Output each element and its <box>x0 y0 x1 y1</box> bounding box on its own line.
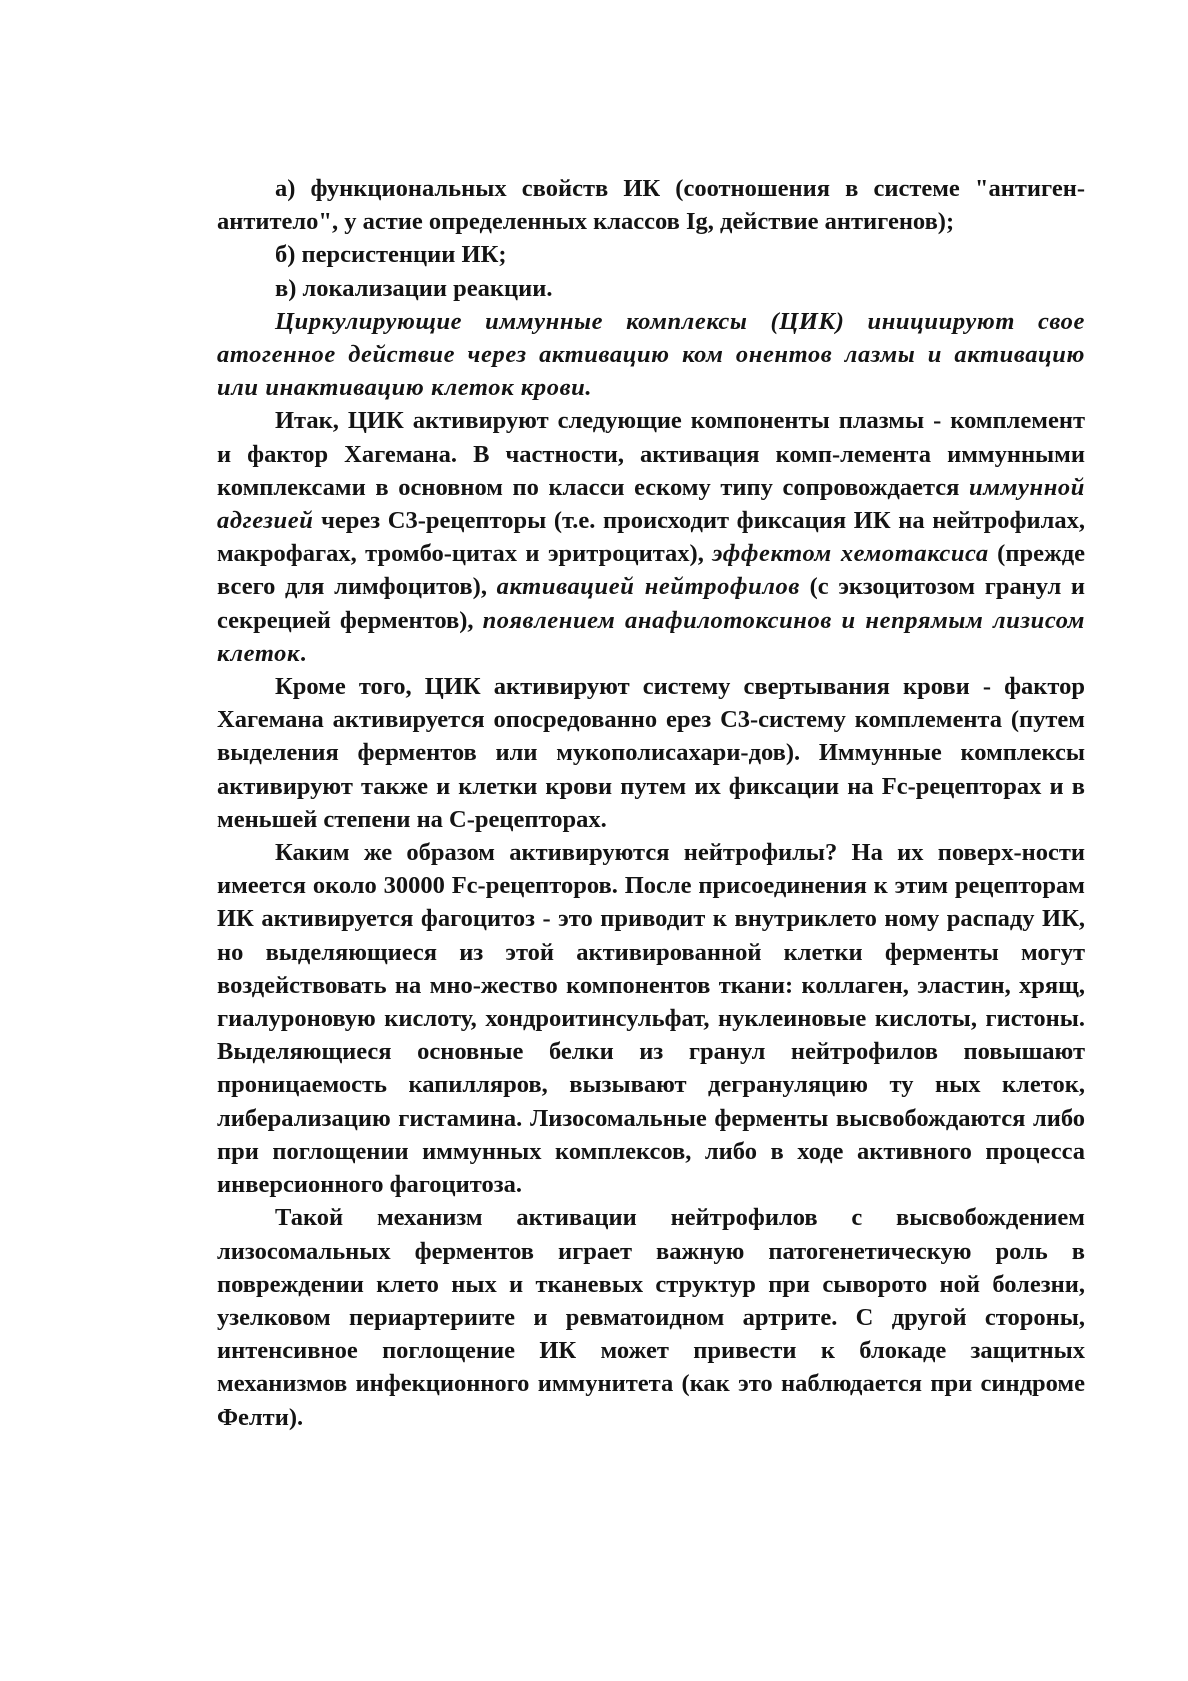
text-segment: Итак, ЦИК активируют следующие компоненты плазмы - комплемент и фактор Хагемана. В частности, активация комп-лемента иммунными комплексами в основном по класси ескому типу сопровождается <box>217 407 1085 501</box>
paragraph <box>217 836 1085 1201</box>
text-segment: (прежде всего для лимфоцитов), <box>217 540 1085 601</box>
text-segment: Такой механизм активации нейтрофилов с высвобождением лизосомальных ферментов играет важную патогенетическую роль в повреждении клето ных и тканевых структур при сыворото ной болезни, узелковом периартериите и ревматоидном артрите. С другой стороны, интенсивное поглощение ИК может привести к блокаде защитных механизмов инфекционного иммунитета (как это наблюдается при синдроме Фелти). <box>217 1204 1085 1431</box>
paragraph <box>217 1201 1085 1433</box>
italic-text-segment: появлением анафилотоксинов и непрямым лизисом клеток <box>217 606 1085 667</box>
italic-text-segment: эффектом хемотаксиса <box>712 540 989 568</box>
italic-text-segment: активацией нейтрофилов <box>496 573 800 601</box>
paragraph <box>217 305 1085 405</box>
paragraph <box>217 172 1085 238</box>
document-page <box>217 172 1085 1434</box>
text-segment: а) функциональных свойств ИК (соотношения в системе "антиген-антитело", у астие определенных классов Ig, действие антигенов); <box>217 175 1085 236</box>
paragraph <box>217 670 1085 836</box>
paragraph <box>217 238 1085 271</box>
text-segment: через С3-рецепторы (т.е. происходит фиксация ИК на нейтрофилах, макрофагах, тромбо-цитах и эритроцитах), <box>217 507 1085 568</box>
text-segment: б) персистенции ИК; <box>275 241 507 269</box>
text-segment: (с экзоцитозом гранул и секрецией ферментов), <box>217 573 1085 634</box>
text-segment: Кроме того, ЦИК активируют систему свертывания крови - фактор Хагемана активируется опосредованно ерез С3-систему комплемента (путем выделения ферментов или мукополисахари-дов). Иммунные комплексы активируют также и клетки крови путем их фиксации на Fc-рецепторах и в меньшей степени на С-рецепторах. <box>217 673 1085 833</box>
italic-text-segment: Циркулирующие иммунные комплексы (ЦИК) инициируют свое атогенное действие через активацию ком онентов лазмы и активацию или инактивацию клеток крови. <box>217 307 1085 402</box>
paragraph <box>217 272 1085 305</box>
text-segment: . <box>300 639 307 667</box>
paragraph <box>217 404 1085 670</box>
italic-text-segment: иммунной адгезией <box>217 473 1085 535</box>
text-segment: в) локализации реакции. <box>275 274 553 302</box>
text-segment: Каким же образом активируются нейтрофилы? На их поверх-ности имеется около 30000 Fc-рецепторов. После присоединения к этим рецепторам ИК активируется фагоцитоз - это приводит к внутриклето ному распаду ИК, но выделяющиеся из этой активированной клетки ферменты могут воздействовать на мно-жество компонентов ткани: коллаген, эластин, хрящ, гиалуроновую кислоту, хондроитинсульфат, нуклеиновые кислоты, гистоны. Выделяющиеся основные белки из гранул нейтрофилов повышают проницаемость капилляров, вызывают дегрануляцию ту ных клеток, либерализацию гистамина. Лизосомальные ферменты высвобождаются либо при поглощении иммунных комплексов, либо в ходе активного процесса инверсионного фагоцитоза. <box>217 839 1085 1199</box>
